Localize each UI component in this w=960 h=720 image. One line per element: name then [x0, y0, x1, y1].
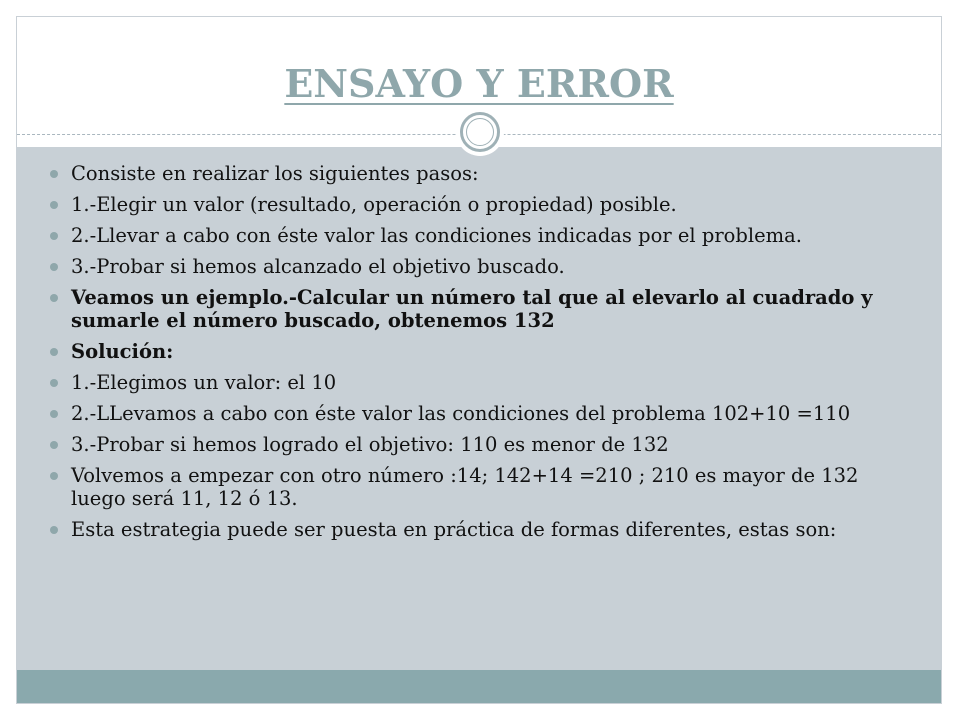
bullet-text: 1.-Elegimos un valor: el 10: [71, 371, 337, 394]
bullet-text: Veamos un ejemplo.-Calcular un número tal que al elevarlo al cuadrado y sumarle el número buscado, obtenemos 132: [71, 286, 873, 332]
bullet-text: 3.-Probar si hemos alcanzado el objetivo buscado.: [71, 255, 565, 278]
bullet-text: 3.-Probar si hemos logrado el objetivo: 110 es menor de 132: [71, 433, 669, 456]
bullet-item: [50, 402, 890, 425]
bullet-list: [50, 162, 890, 549]
bullet-item: [50, 371, 890, 394]
bullet-dot-icon: [50, 232, 58, 240]
bullet-dot-icon: [50, 472, 58, 480]
bullet-item: [50, 162, 890, 185]
footer-band: [17, 670, 941, 703]
bullet-text: Consiste en realizar los siguientes pasos:: [71, 162, 479, 185]
bullet-dot-icon: [50, 441, 58, 449]
bullet-dot-icon: [50, 263, 58, 271]
bullet-item: [50, 433, 890, 456]
bullet-text: 1.-Elegir un valor (resultado, operación o propiedad) posible.: [71, 193, 677, 216]
bullet-text: Esta estrategia puede ser puesta en práctica de formas diferentes, estas son:: [71, 518, 837, 541]
bullet-text: Volvemos a empezar con otro número :14; 142+14 =210 ; 210 es mayor de 132 luego será 11, 12 ó 13.: [71, 464, 859, 510]
bullet-dot-icon: [50, 201, 58, 209]
bullet-dot-icon: [50, 379, 58, 387]
bullet-dot-icon: [50, 348, 58, 356]
bullet-item: [50, 255, 890, 278]
bullet-text: 2.-LLevamos a cabo con éste valor las condiciones del problema 102+10 =110: [71, 402, 851, 425]
bullet-item: [50, 340, 890, 363]
bullet-text: Solución:: [71, 340, 174, 363]
bullet-item: [50, 224, 890, 247]
bullet-dot-icon: [50, 170, 58, 178]
bullet-item: [50, 286, 890, 332]
bullet-item: [50, 193, 890, 216]
bullet-text: 2.-Llevar a cabo con éste valor las condiciones indicadas por el problema.: [71, 224, 802, 247]
bullet-item: [50, 518, 890, 541]
slide-title: ENSAYO Y ERROR: [284, 61, 674, 106]
bullet-item: [50, 464, 890, 510]
bullet-dot-icon: [50, 294, 58, 302]
bullet-dot-icon: [50, 410, 58, 418]
circle-ornament-icon: [456, 108, 504, 156]
bullet-dot-icon: [50, 526, 58, 534]
